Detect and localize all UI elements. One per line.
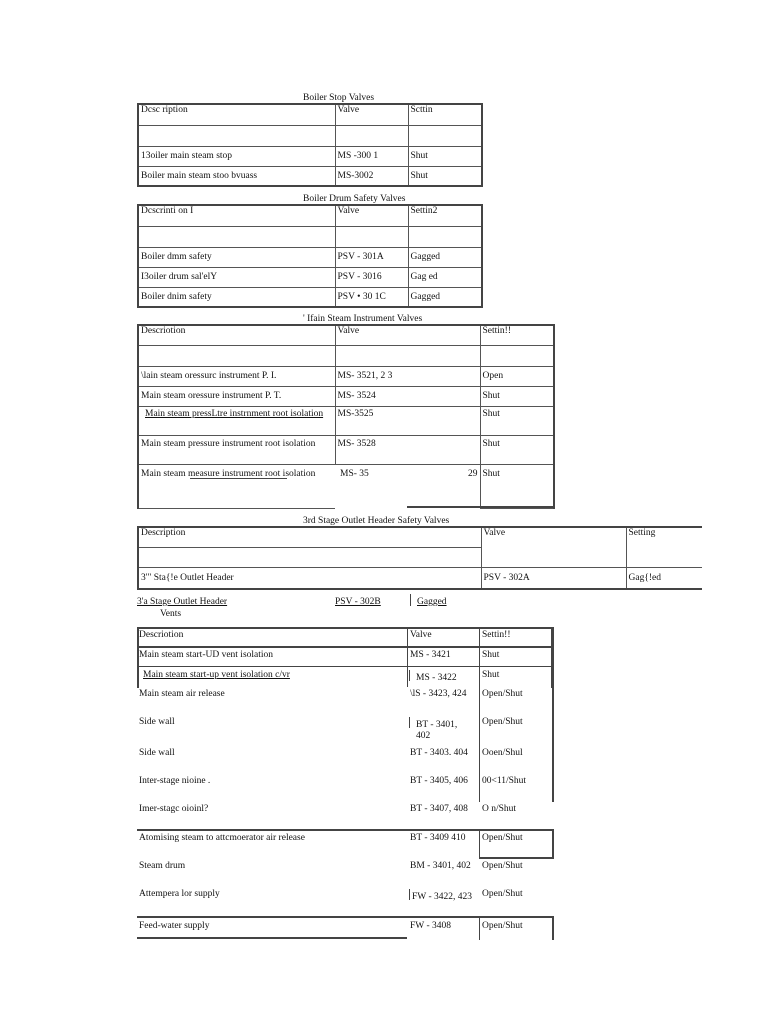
- vent-row-setting: Open/Shut: [482, 921, 523, 931]
- table-row: [138, 146, 482, 166]
- table-row-divider: [137, 829, 553, 831]
- cell-description: [138, 464, 335, 508]
- table-row: [138, 287, 482, 307]
- cell-description: Boiler dmm safety: [138, 247, 335, 267]
- cell-description-text: Main steam pressLtre instrnment root isolation: [145, 408, 324, 419]
- table-row-divider: [137, 916, 553, 918]
- cell-description: Boiler dnim safety: [138, 287, 335, 307]
- cell-description: I3oiler drum sal'elY: [138, 267, 335, 287]
- cell-description: 13oiler main steam stop: [138, 146, 335, 166]
- cell-description: Main steam pressure instrument root isolation: [138, 435, 335, 464]
- header-description: Descriotion: [138, 325, 335, 345]
- vent-row-setting: Shut: [482, 650, 500, 660]
- table-row: [138, 567, 702, 589]
- section-title-main-steam-instrument-valves: ' Ifain Steam Instrument Valves: [303, 314, 423, 324]
- header-valve: Valve: [410, 630, 432, 640]
- table-row: [138, 247, 482, 267]
- vent-row-setting: Open/Shut: [482, 861, 523, 871]
- vent-row-valve: FW - 3408: [410, 921, 451, 931]
- cell-valve: [335, 464, 480, 508]
- table-3rd-stage-outlet-header-safety-valves: [137, 526, 702, 590]
- table-row: [138, 386, 554, 406]
- table-row: [138, 435, 554, 464]
- vent-row-setting: Shut: [482, 670, 500, 680]
- cell-description: [138, 406, 335, 435]
- table-header-row: [138, 205, 482, 226]
- table-column-divider: [479, 627, 480, 802]
- cell-divider-mark: [410, 594, 411, 606]
- cell-divider-mark: [409, 717, 410, 728]
- cell-divider-mark: [409, 889, 410, 900]
- vent-row-valve: BT - 3409 410: [410, 833, 466, 843]
- cell-setting: Gag{!ed: [626, 567, 702, 589]
- vent-row-valve: FW - 3422, 423: [412, 892, 472, 902]
- cell-valve: PSV • 30 1C: [335, 287, 408, 307]
- loose-row-description: 3'a Stage Outlet Header: [137, 597, 228, 607]
- table-row-divider: [479, 857, 554, 859]
- cell-setting: Gag ed: [408, 267, 482, 287]
- cell-setting: Shut: [408, 146, 482, 166]
- vent-row-description: Side wall: [139, 748, 175, 758]
- cell-valve-text: MS- 35: [340, 468, 369, 479]
- section-title-vents: Vents: [160, 609, 182, 619]
- table-row: [138, 366, 554, 386]
- cell-divider-mark: [409, 670, 410, 681]
- cell-valve: MS-3002: [335, 166, 408, 186]
- cell-description: Main steam oressure instrument P. T.: [138, 386, 335, 406]
- vent-row-setting: O n/Shut: [482, 804, 517, 814]
- vent-row-description: Main steam start-UD vent isolation: [139, 650, 274, 660]
- table-header-row: [138, 104, 482, 125]
- cell-description: \lain steam oressurc instrument P. I.: [138, 366, 335, 386]
- cell-valve: MS- 3521, 2 3: [335, 366, 480, 386]
- cell-valve: MS-3525: [335, 406, 480, 435]
- cell-setting: Open: [480, 366, 554, 386]
- vent-row-description: Steam drum: [139, 861, 186, 871]
- table-row: [138, 166, 482, 186]
- table-column-divider: [552, 916, 554, 940]
- vent-row-valve: BT - 3401, 402: [416, 720, 458, 741]
- vent-row-setting: Open/Shut: [482, 833, 523, 843]
- underline-mark: [190, 478, 287, 479]
- cell-setting: Gagged: [408, 287, 482, 307]
- vent-row-valve: BT - 3405, 406: [410, 776, 468, 786]
- header-valve: Valve: [335, 104, 408, 125]
- table-column-divider: [407, 627, 408, 687]
- cell-setting: Shut: [480, 435, 554, 464]
- header-setting: Settin!!: [482, 630, 511, 640]
- cell-description: Boiler main steam stoo bvuass: [138, 166, 335, 186]
- table-row-blank: [138, 226, 482, 247]
- table-bottom-border: [407, 506, 553, 508]
- vent-row-setting: Open/Shut: [482, 889, 523, 899]
- cell-valve: PSV - 302A: [481, 567, 626, 589]
- table-row: [138, 406, 554, 435]
- section-title-boiler-drum-safety-valves: Boiler Drum Safety Valves: [303, 194, 406, 204]
- vent-row-description: Main steam air release: [139, 689, 225, 699]
- table-row: [138, 267, 482, 287]
- table-column-divider: [552, 829, 554, 859]
- header-valve: Valve: [481, 527, 626, 567]
- table-boiler-stop-valves: [137, 103, 483, 187]
- table-column-divider: [479, 916, 480, 940]
- table-header-row: [138, 325, 554, 345]
- header-setting: Scttin: [408, 104, 482, 125]
- vent-row-valve: MS - 3421: [410, 650, 451, 660]
- cell-valve: MS- 3524: [335, 386, 480, 406]
- vent-row-setting: 00<11/Shut: [482, 776, 527, 786]
- vent-row-description: Inter-stage nioine .: [139, 776, 211, 786]
- cell-setting: Gagged: [408, 247, 482, 267]
- vent-row-valve: \lS - 3423, 424: [410, 689, 467, 699]
- vent-row-valve: MS - 3422: [416, 673, 457, 683]
- header-description: Descriotion: [139, 630, 184, 640]
- cell-valve: MS- 3528: [335, 435, 480, 464]
- vent-row-setting: Ooen/Shul: [482, 748, 523, 758]
- table-column-divider: [479, 829, 480, 859]
- vent-row-description: Feed-water supply: [139, 921, 210, 931]
- cell-valve: PSV - 301A: [335, 247, 408, 267]
- table-bottom-border: [137, 937, 407, 939]
- vent-row-setting: Open/Shut: [482, 717, 523, 727]
- table-row-divider: [137, 646, 553, 648]
- table-row-blank: [138, 125, 482, 146]
- vent-row-valve: BT - 3407, 408: [410, 804, 468, 814]
- table-main-steam-instrument-valves: [137, 324, 555, 509]
- cell-valve: PSV - 3016: [335, 267, 408, 287]
- header-valve: Valve: [335, 325, 480, 345]
- header-setting: Setting: [626, 527, 702, 567]
- vent-row-description: Attempera lor supply: [139, 889, 220, 899]
- header-valve: Valve: [335, 205, 408, 226]
- header-description: Dcsc ription: [138, 104, 335, 125]
- vent-row-description: Main steam start-up vent isolation c/vr: [143, 670, 290, 680]
- table-row: [138, 464, 554, 508]
- cell-setting: Shut: [480, 464, 554, 508]
- table-row-blank: [138, 345, 554, 366]
- table-row-divider: [137, 666, 553, 667]
- table-header-row: [138, 527, 702, 547]
- header-setting: Settin!!: [480, 325, 554, 345]
- cell-description: 3'" Sta{!e Outlet Header: [138, 567, 481, 589]
- section-title-boiler-stop-valves: Boiler Stop Valves: [303, 93, 375, 103]
- vent-row-description: Side wall: [139, 717, 175, 727]
- vent-row-description: Atomising steam to attcmoerator air release: [139, 833, 305, 843]
- loose-row-setting: Gagged: [417, 597, 447, 607]
- header-setting: Settin2: [408, 205, 482, 226]
- cell-setting: Shut: [408, 166, 482, 186]
- vent-row-valve: BT - 3403. 404: [410, 748, 468, 758]
- loose-row-valve: PSV - 302B: [335, 597, 381, 607]
- table-column-divider: [552, 627, 554, 802]
- cell-setting: Shut: [480, 386, 554, 406]
- header-description: Dcscrinti on I: [138, 205, 335, 226]
- vent-row-valve: BM - 3401, 402: [410, 861, 471, 871]
- vent-row-setting: Open/Shut: [482, 689, 523, 699]
- section-title-3rd-stage-outlet-header: 3rd Stage Outlet Header Safety Valves: [303, 516, 450, 526]
- cell-valve-suffix: 29: [468, 468, 478, 479]
- table-boiler-drum-safety-valves: [137, 204, 483, 308]
- vent-row-description: Imer-stagc oioinl?: [139, 804, 209, 814]
- cell-setting: Shut: [480, 406, 554, 435]
- header-description: Description: [138, 527, 481, 547]
- cell-description-text: Main steam measure instrument root isolation: [141, 468, 316, 479]
- cell-valve: MS -300 1: [335, 146, 408, 166]
